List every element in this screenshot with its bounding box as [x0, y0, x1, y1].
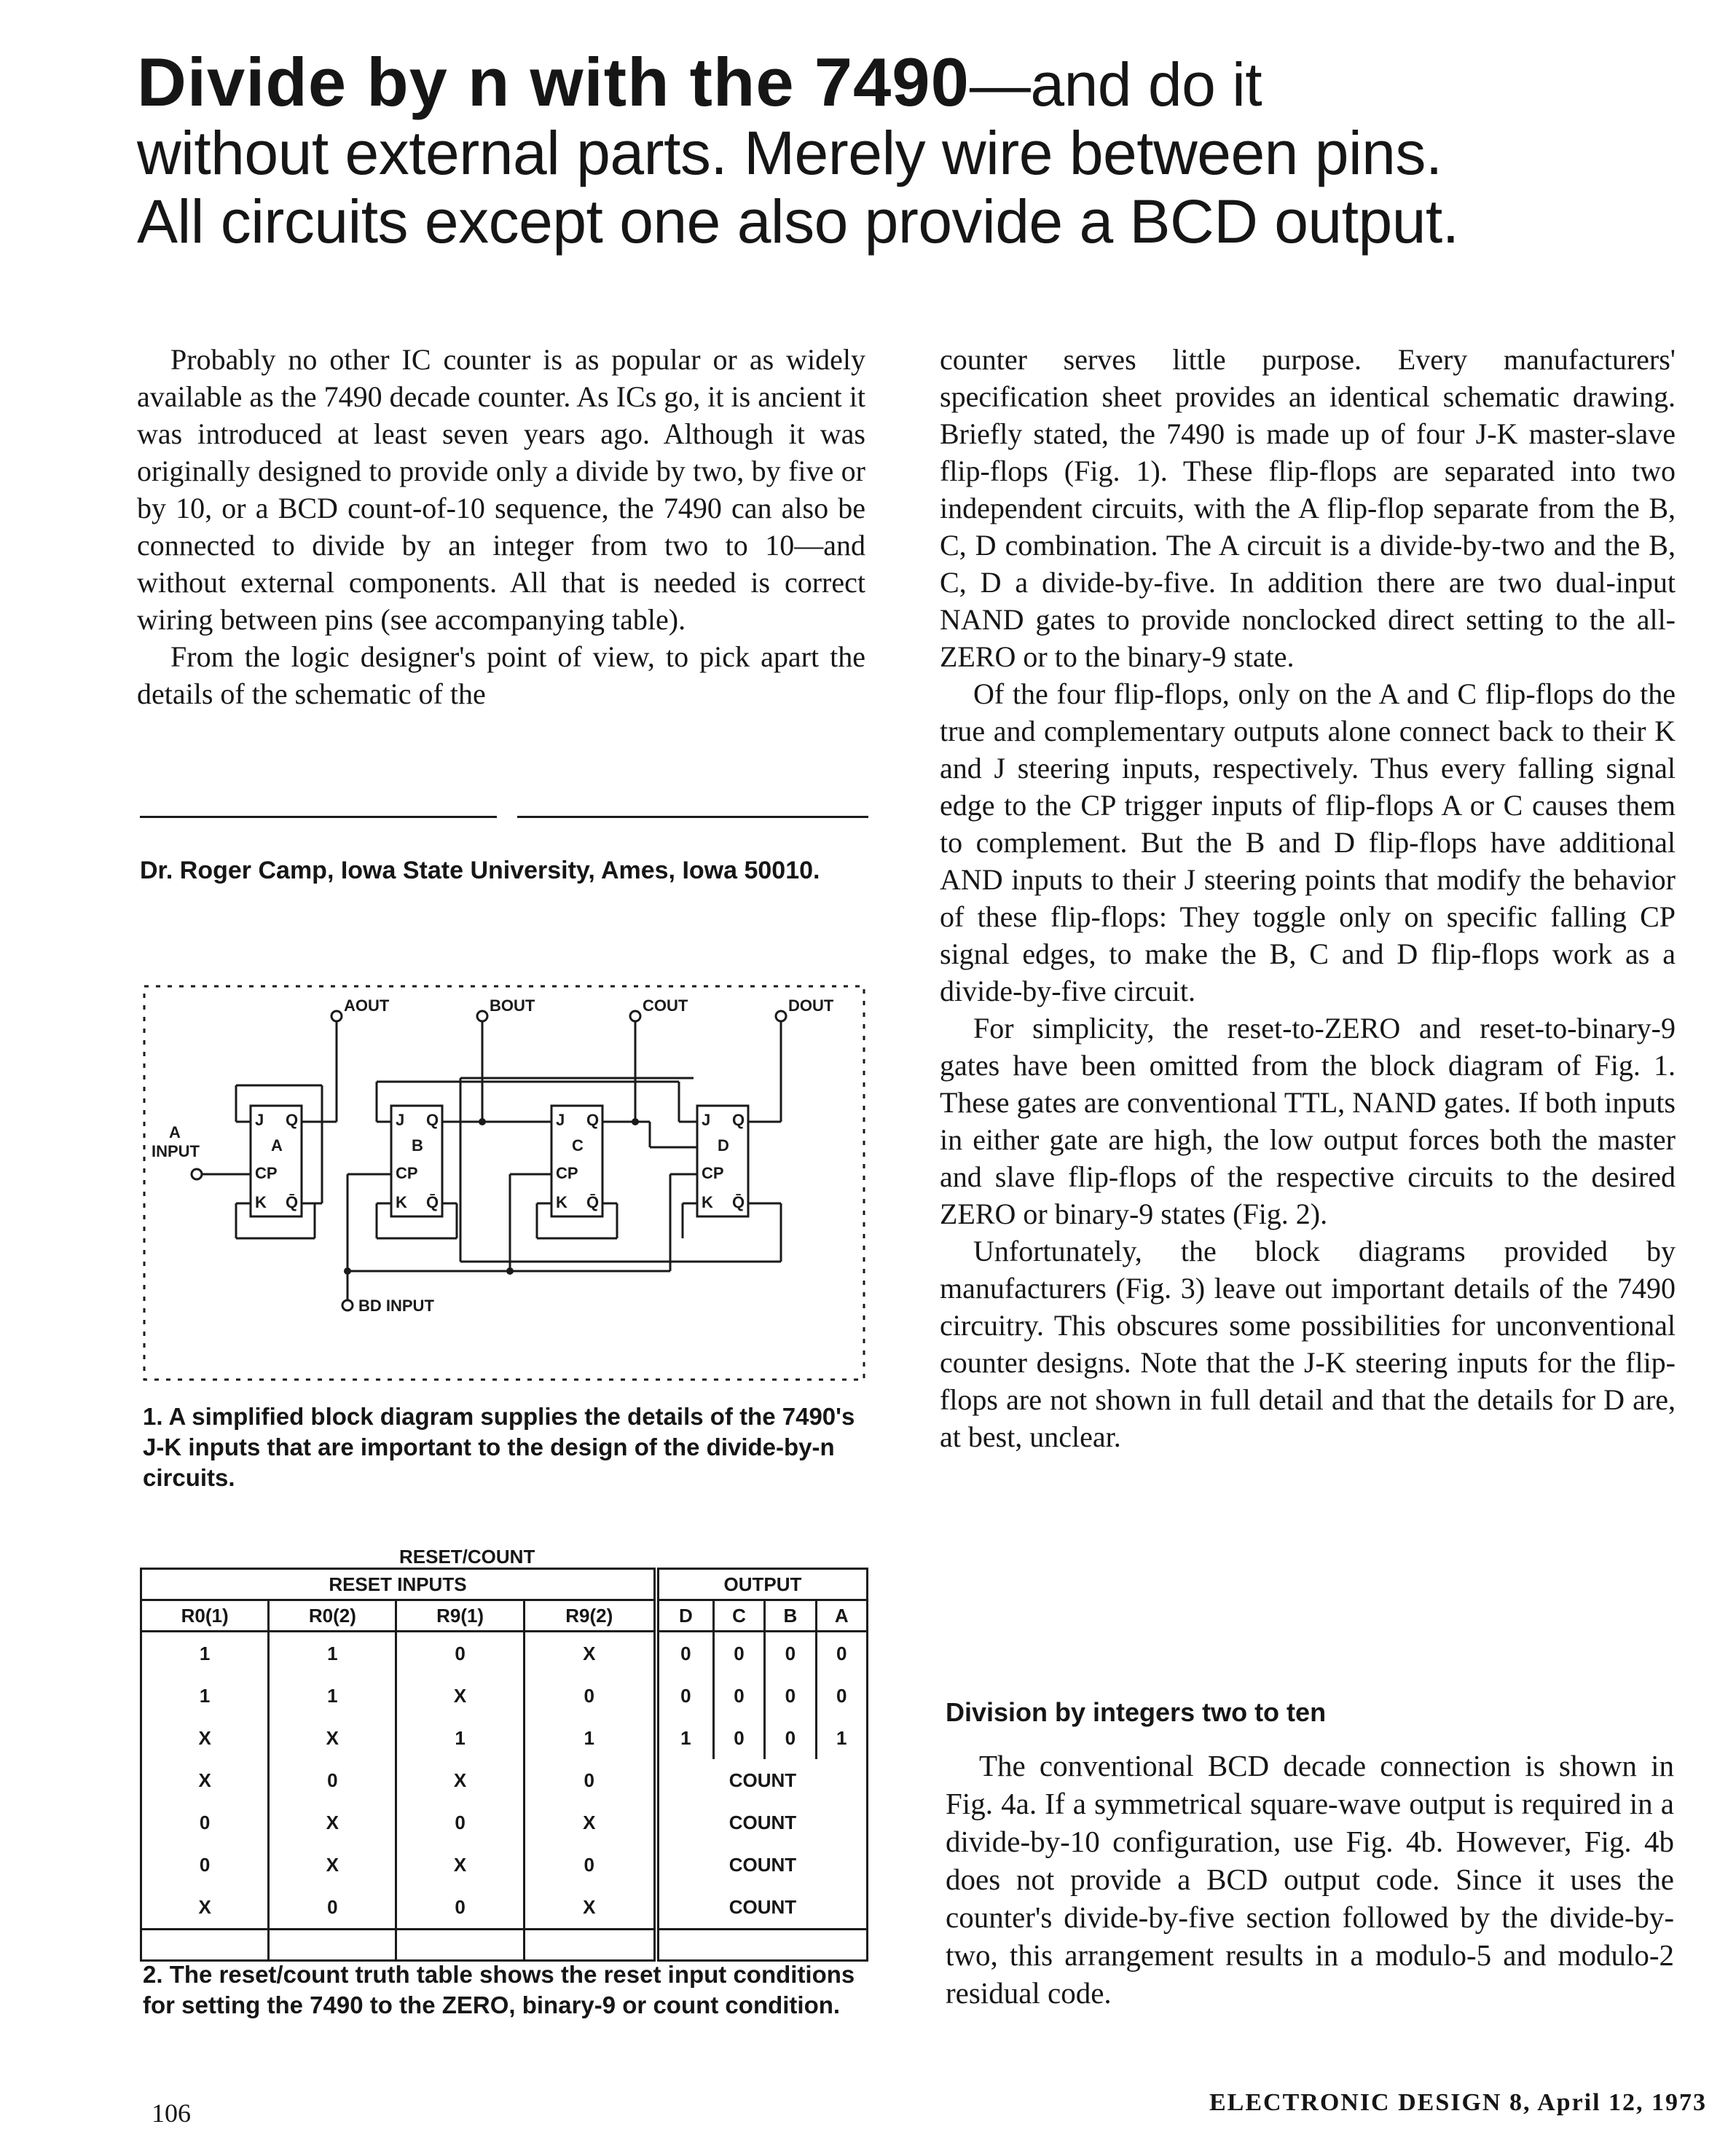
ff-d-pin-k: K [702, 1193, 713, 1211]
table-cell: 0 [765, 1717, 816, 1759]
header-r91: R9(1) [396, 1600, 524, 1632]
table-cell: 0 [141, 1844, 269, 1886]
table-cell: 0 [713, 1717, 764, 1759]
table-cell: 0 [269, 1759, 396, 1801]
header-r92: R9(2) [524, 1600, 656, 1632]
ff-d-name: D [718, 1136, 729, 1155]
table-cell: X [524, 1886, 656, 1930]
table-row [141, 1759, 868, 1801]
c-out-label: COUT [643, 996, 688, 1015]
divider-rule-left [140, 816, 497, 818]
ff-c-pin-j: J [556, 1111, 565, 1129]
ff-a-pin-j: J [255, 1111, 264, 1129]
ff-d-pin-j: J [702, 1111, 711, 1129]
ff-d-pin-cp: CP [702, 1164, 724, 1182]
right-paragraph-2: Of the four flip-flops, only on the A and C flip-flops do the true and complementary outputs alone connect back to their K and J steering inputs, respectively. Thus every falling signal edge to the CP trigger inputs of flip-flops A or C causes them to complement. But the B and D flip-flops have additional AND inputs to their J steering points that modify the behavior of these flip-flops: They toggle only on specific falling CP signal edges, to make the B, C and D flip-flops work as a divide-by-five circuit. [940, 677, 1676, 1007]
a-input-label-1: A [169, 1123, 181, 1141]
division-paragraph: The conventional BCD decade connection is shown in Fig. 4a. If a symmetrical square-wave output is required in a divide-by-10 configuration, use Fig. 4b. However, Fig. 4b does not provide a BCD output code. Since it uses the counter's divide-by-five section followed by the divide-by-two, this arrangement results in a modulo-5 and modulo-2 residual code. [946, 1749, 1674, 2010]
ff-b-pin-qbar: Q̄ [426, 1193, 439, 1211]
right-paragraph-1: counter serves little purpose. Every manufacturers' specification sheet provides an identical schematic drawing. Briefly stated, the 7490 is made up of four J-K master-slave flip-flops (Fig. 1). These flip-flops are separated into two independent circuits, with the A flip-flop separate from the B, C, D combination. The A circuit is a divide-by-two and the B, C, D a divide-by-five. In addition there are two dual-input NAND gates to provide nonclocked direct setting to the all-ZERO or to the binary-9 state. [940, 343, 1676, 673]
ff-c-pin-cp: CP [556, 1164, 578, 1182]
header-a: A [816, 1600, 867, 1632]
ff-a-pin-q: Q [286, 1111, 299, 1129]
table-cell: 0 [656, 1632, 713, 1675]
ff-c-name: C [572, 1136, 584, 1155]
table-row [141, 1632, 868, 1675]
header-c: C [713, 1600, 764, 1632]
table-cell: 1 [816, 1717, 867, 1759]
ff-d-pin-q: Q [732, 1111, 745, 1129]
table-row [141, 1717, 868, 1759]
ff-c-pin-q: Q [586, 1111, 600, 1129]
table-cell: 0 [765, 1632, 816, 1675]
table-cell: 0 [816, 1675, 867, 1717]
table-cell: 0 [765, 1675, 816, 1717]
table-cell: 0 [713, 1675, 764, 1717]
bd-input-label: BD INPUT [358, 1297, 434, 1315]
table-cell: 0 [396, 1801, 524, 1844]
table-row [141, 1675, 868, 1717]
a-input-terminal [192, 1169, 202, 1179]
left-paragraph-1: Probably no other IC counter is as popular or as widely available as the 7490 decade counter. As ICs go, it is ancient it was introduced at least seven years ago. Although it was originally designed to provide only a divide by two, by five or by 10, or a BCD count-of-10 sequence, the 7490 can also be connected to divide by an integer from two to 10—and without external components. All that is needed is correct wiring between pins (see accompanying table). [137, 343, 865, 636]
d-out-terminal [776, 1011, 786, 1021]
ff-b-name: B [412, 1136, 423, 1155]
table-cell: 0 [396, 1886, 524, 1930]
table-cell: X [141, 1886, 269, 1930]
table-cell: 1 [269, 1632, 396, 1675]
headline-line-1 [137, 44, 1594, 120]
header-d: D [656, 1600, 713, 1632]
ff-b-pin-q: Q [426, 1111, 439, 1129]
table-cell: 1 [141, 1632, 269, 1675]
ff-a-pin-cp: CP [255, 1164, 278, 1182]
section-heading: Division by integers two to ten [946, 1697, 1327, 1727]
table-cell: X [524, 1801, 656, 1844]
headline-bold: Divide by n with the 7490 [137, 44, 970, 120]
division-section [946, 1747, 1674, 2012]
divider-rule-right [517, 816, 868, 818]
table-cell: 0 [713, 1632, 764, 1675]
table-cell-count: COUNT [656, 1886, 868, 1930]
ff-d-pin-qbar: Q̄ [732, 1193, 745, 1211]
table-cell: 0 [524, 1759, 656, 1801]
table-cell: X [269, 1717, 396, 1759]
left-column [137, 341, 865, 712]
ff-b-pin-cp: CP [396, 1164, 418, 1182]
d-out-label: DOUT [788, 996, 834, 1015]
truth-table [140, 1568, 868, 1962]
a-out-label: AOUT [344, 996, 390, 1015]
table-cell: 0 [524, 1844, 656, 1886]
ff-b-pin-j: J [396, 1111, 405, 1129]
table-cell: 1 [269, 1675, 396, 1717]
table-cell-count: COUNT [656, 1759, 868, 1801]
table-row [141, 1844, 868, 1886]
table-cell: 0 [396, 1632, 524, 1675]
headline [137, 44, 1594, 256]
right-paragraph-4: Unfortunately, the block diagrams provided by manufacturers (Fig. 3) leave out important details of the 7490 circuitry. This obscures some possibilities for unconventional counter designs. Note that the J-K steering inputs for the flip-flops are not shown in full detail and that the details for D are, at best, unclear. [940, 1235, 1676, 1453]
table-cell: X [396, 1844, 524, 1886]
header-r01: R0(1) [141, 1600, 269, 1632]
table-cell: 1 [524, 1717, 656, 1759]
truth-table-title: RESET/COUNT [399, 1546, 535, 1568]
figure-1-block-diagram [140, 976, 868, 1391]
page-number: 106 [152, 2099, 191, 2128]
table-cell: 0 [816, 1632, 867, 1675]
author-affiliation: Dr. Roger Camp, Iowa State University, Ames, Iowa 50010. [140, 857, 820, 884]
table-cell: X [396, 1759, 524, 1801]
table-cell: 0 [269, 1886, 396, 1930]
reset-inputs-header: RESET INPUTS [141, 1569, 656, 1600]
right-column [940, 341, 1676, 1455]
header-r02: R0(2) [269, 1600, 396, 1632]
headline-rest: —and do it [969, 50, 1262, 119]
figure-frame [144, 986, 864, 1380]
table-cell: X [396, 1675, 524, 1717]
table-cell: 1 [141, 1675, 269, 1717]
right-paragraph-3: For simplicity, the reset-to-ZERO and reset-to-binary-9 gates have been omitted from the block diagram of Fig. 1. These gates are conventional TTL, NAND gates. If both inputs in either gate are high, the low output forces both the master and slave flip-flops of the respective circuits to the desired ZERO or binary-9 states (Fig. 2). [940, 1012, 1676, 1230]
ff-a-pin-k: K [255, 1193, 267, 1211]
table-cell: 0 [656, 1675, 713, 1717]
output-header: OUTPUT [656, 1569, 868, 1600]
b-out-label: BOUT [490, 996, 535, 1015]
table-cell: 0 [141, 1801, 269, 1844]
ff-a-pin-qbar: Q̄ [286, 1193, 299, 1211]
table-cell: X [141, 1759, 269, 1801]
a-input-label-2: INPUT [152, 1142, 200, 1160]
table-cell: 1 [656, 1717, 713, 1759]
c-out-terminal [630, 1011, 640, 1021]
ff-c-pin-k: K [556, 1193, 567, 1211]
a-out-terminal [331, 1011, 342, 1021]
table-cell: X [269, 1801, 396, 1844]
ff-c-pin-qbar: Q̄ [586, 1193, 600, 1211]
table-row [141, 1801, 868, 1844]
header-b: B [765, 1600, 816, 1632]
publication-footer: ELECTRONIC DESIGN 8, April 12, 1973 [1209, 2089, 1708, 2116]
figure-2-caption: 2. The reset/count truth table shows the reset input conditions for setting the 7490 to the ZERO, binary-9 or count condition. [143, 1961, 855, 2018]
table-cell: X [141, 1717, 269, 1759]
table-cell: X [269, 1844, 396, 1886]
table-cell-count: COUNT [656, 1801, 868, 1844]
table-cell: 1 [396, 1717, 524, 1759]
table-cell-count: COUNT [656, 1844, 868, 1886]
table-cell: X [524, 1632, 656, 1675]
b-out-terminal [477, 1011, 487, 1021]
bd-input-terminal [342, 1300, 353, 1310]
left-paragraph-2: From the logic designer's point of view, to pick apart the details of the schematic of the [137, 640, 865, 710]
ff-b-pin-k: K [396, 1193, 407, 1211]
ff-a-name: A [271, 1136, 283, 1155]
table-row [141, 1886, 868, 1930]
headline-line-2: without external parts. Merely wire between pins. [137, 119, 1442, 187]
table-cell: 0 [524, 1675, 656, 1717]
figure-1-caption: 1. A simplified block diagram supplies the details of the 7490's J-K inputs that are important to the design of the divide-by-n circuits. [143, 1403, 855, 1491]
headline-line-3: All circuits except one also provide a BCD output. [137, 187, 1459, 256]
